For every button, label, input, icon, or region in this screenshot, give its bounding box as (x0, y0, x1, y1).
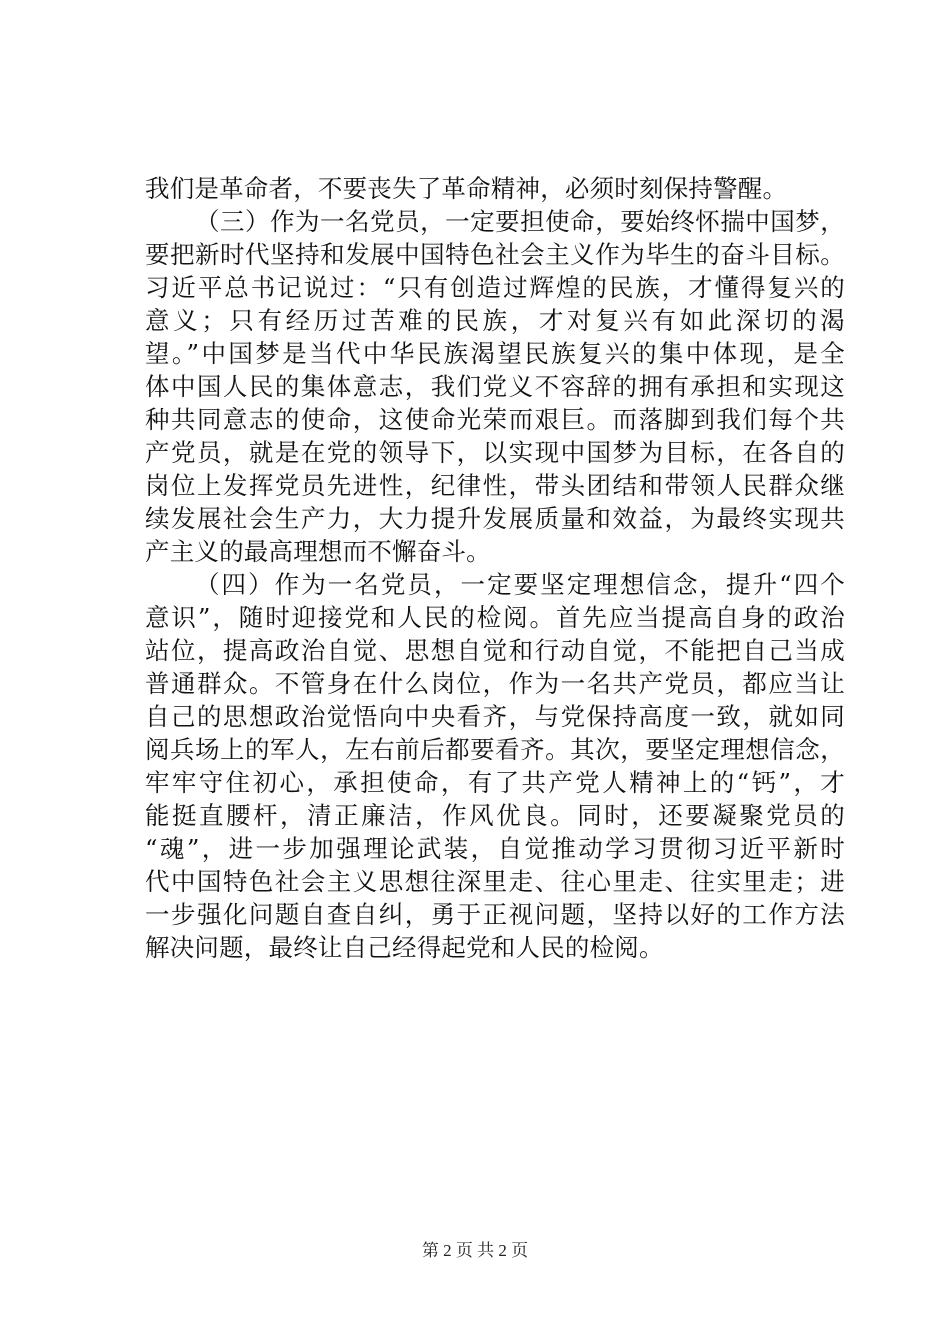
text-line: “魂”，进一步加强理论武装，自觉推动学习贯彻习近平新时 (145, 834, 845, 863)
text-line: （四）作为一名党员，一定要坚定理想信念，提升“四个 (195, 570, 845, 599)
text-line: 续发展社会生产力，大力提升发展质量和效益，为最终实现共 (145, 504, 845, 533)
text-line: 意识”，随时迎接党和人民的检阅。首先应当提高自身的政治 (145, 603, 845, 632)
text-line: 种共同意志的使命，这使命光荣而艰巨。而落脚到我们每个共 (145, 405, 845, 434)
text-line: 我们是革命者，不要丧失了革命精神，必须时刻保持警醒。 (145, 174, 788, 203)
text-line: 站位，提高政治自觉、思想自觉和行动自觉，不能把自己当成 (145, 636, 845, 665)
text-line: 产党员，就是在党的领导下，以实现中国梦为目标，在各自的 (145, 438, 845, 467)
text-line: 自己的思想政治觉悟向中央看齐，与党保持高度一致，就如同 (145, 702, 845, 731)
text-line: 要把新时代坚持和发展中国特色社会主义作为毕生的奋斗目标。 (145, 240, 845, 269)
text-line: 普通群众。不管身在什么岗位，作为一名共产党员，都应当让 (145, 669, 845, 698)
text-line: 解决问题，最终让自己经得起党和人民的检阅。 (145, 933, 664, 962)
text-line: 牢牢守住初心，承担使命，有了共产党人精神上的“钙”，才 (145, 768, 845, 797)
text-line: 代中国特色社会主义思想往深里走、往心里走、往实里走；进 (145, 867, 845, 896)
text-line: 能挺直腰杆，清正廉洁，作风优良。同时，还要凝聚党员的 (145, 801, 845, 830)
page-footer (0, 1240, 950, 1262)
text-line: 阅兵场上的军人，左右前后都要看齐。其次，要坚定理想信念， (145, 735, 845, 764)
text-line: 意义；只有经历过苦难的民族，才对复兴有如此深切的渴 (145, 306, 845, 335)
text-line: 一步强化问题自查自纠，勇于正视问题，坚持以好的工作方法 (145, 900, 845, 929)
text-line: 体中国人民的集体意志，我们党义不容辞的拥有承担和实现这 (145, 372, 845, 401)
text-line: 望。”中国梦是当代中华民族渴望民族复兴的集中体现，是全 (145, 339, 845, 368)
document-body (145, 172, 845, 964)
page-number: 第 2 页 共 2 页 (421, 1241, 529, 1260)
text-line: 岗位上发挥党员先进性，纪律性，带头团结和带领人民群众继 (145, 471, 845, 500)
text-line: 习近平总书记说过：“只有创造过辉煌的民族，才懂得复兴的 (145, 273, 845, 302)
text-line: 产主义的最高理想而不懈奋斗。 (145, 537, 491, 566)
text-line: （三）作为一名党员，一定要担使命，要始终怀揣中国梦， (195, 207, 845, 236)
